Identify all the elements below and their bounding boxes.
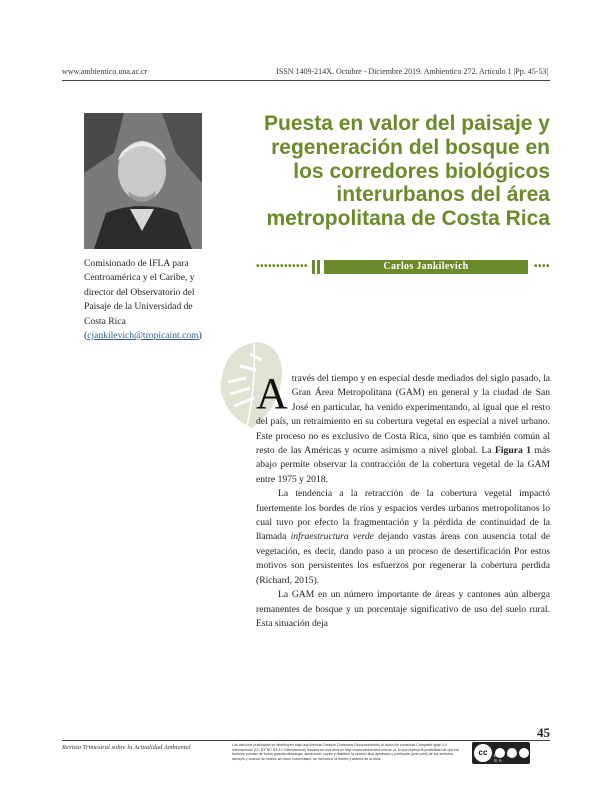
paragraph-2-text-a: La tendencia a la retracción de la cobertura vegetal impactó fuertemente los bordes de ríos y espacios verdes urbanos metropolitanos lo cual tuvo por efecto la fragmentación y la pérdida de continuidad de la llamada — [256, 488, 550, 543]
author-bars-ornament — [312, 260, 320, 274]
paragraph-3: La GAM en un número importante de áreas y cantones aún alberga remanentes de bosque y un porcentaje significativo de uso del suelo rural. Esta situación deja — [256, 589, 550, 629]
paragraph-1-text-b: más abajo permite observar la contracción de la cobertura vegetal de la GAM entre 1975 y 2018. — [256, 445, 550, 485]
drop-cap: A — [256, 369, 288, 418]
header-citation: ISSN 1409-214X. Octubre - Diciembre 2019. Ambientico 272. Artículo 1 |Pp. 45-53| — [276, 67, 548, 76]
footer-journal-name: Revista Trimestral sobre la Actualidad Ambiental — [62, 744, 191, 751]
creative-commons-icon[interactable] — [472, 742, 530, 764]
article-body — [256, 369, 551, 631]
header-website: www.ambientico.una.ac.cr — [62, 67, 148, 76]
article-title: Puesta en valor del paisaje y regeneración del bosque en los corredores biológicos interurbanos del área metropolitana de Costa Rica — [264, 112, 550, 231]
header-divider — [62, 80, 550, 81]
author-bio — [84, 257, 214, 343]
footer-license-text: Los artículos publicados se distribuyen bajo una licencia Creative Commons Reconocimiento al autor-No comercial-Compartir igual 4.0 Internacional (CC BY NC SA 4.0 Internacional) basada en una obra en http://www.ambientico.una.ac.cr, lo que implica la posibilidad de que los lectores puedan de forma gratuita descargar, almacenar, copiar y distribuir la versión final aprobada y publicada (post print) de los artículos, siempre y cuando se realice sin fines comerciales, se mencione la fuente y autoría de la obra. — [232, 743, 460, 761]
author-dots-right: •••• — [533, 260, 550, 272]
cc-labels: BY NC SA — [494, 753, 518, 763]
author-portrait-icon — [84, 113, 202, 249]
author-email-link[interactable]: cjankilevich@tropicaint.com — [87, 330, 199, 342]
infraestructura-verde-term: infraestructura verde — [290, 531, 374, 543]
paragraph-1 — [256, 369, 550, 487]
author-name: Carlos Jankilevich — [324, 260, 528, 274]
author-bio-text: Comisionado de IFLA para Centroamérica y el Caribe, y director del Observatorio del Paisaje de la Universidad de Costa Rica ( — [84, 258, 195, 342]
footer-divider — [62, 740, 550, 741]
author-photo — [84, 113, 202, 249]
author-bar — [256, 259, 550, 274]
cc-mark: cc — [474, 744, 492, 762]
figure-reference: Figura 1 — [495, 445, 532, 457]
paragraph-2 — [256, 487, 550, 588]
paragraph-2-text-b: dejando vastas áreas con ausencia total de vegetación, es decir, dando paso a un proceso de desertificación Por estos motivos son persistentes los esfuerzos por regenerar la cobertura perdida (Richard, 2015). — [256, 531, 551, 586]
paragraph-1-text-a: través del tiempo y en especial desde mediados del siglo pasado, la Gran Área Metropolitana (GAM) en general y la ciudad de San José en particular, ha venido experimentando, al igual que el resto del país, un retraimiento en su cobertura vegetal en especial a nivel urbano. Este proceso no es exclusivo de Costa Rica, sino que es también común al resto de las Américas y ocurre asimismo a nivel global. La — [256, 373, 550, 457]
author-dots-left: ••••••••••••• — [256, 260, 309, 272]
author-bio-close: ) — [198, 330, 202, 342]
page-number: 45 — [537, 725, 550, 740]
